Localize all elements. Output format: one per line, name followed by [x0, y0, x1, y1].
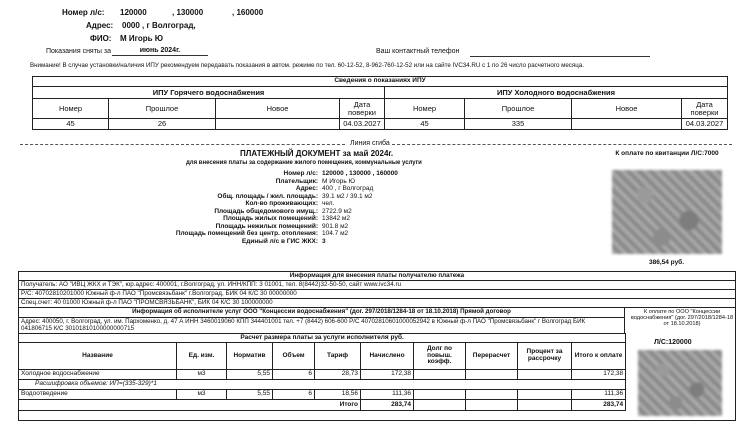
cell: 172,38: [361, 370, 414, 380]
recipient-title: Информация для внесения платы получателю платежа: [19, 272, 736, 281]
hot-number: 45: [33, 119, 109, 130]
address-value: 0000 , г Волгоград,: [122, 21, 196, 30]
field-value: 3: [322, 237, 326, 245]
executor-qr-code: [638, 350, 722, 416]
cell: [518, 390, 572, 400]
receipt-qr-code: [612, 170, 722, 254]
meters-table: [32, 76, 728, 130]
fio-value: М Игорь Ю: [120, 34, 164, 43]
executor-details: [19, 318, 625, 334]
hot-prev: 26: [109, 119, 216, 130]
executor-table: [18, 307, 625, 334]
account-value-3: , 160000: [232, 8, 264, 17]
cell: 172,38: [572, 370, 626, 380]
calc-col-norm: Норматив: [227, 343, 273, 370]
field-label: Номер л/с:: [283, 170, 318, 177]
field-value: 400 , г Волгоград: [322, 185, 374, 192]
cold-number: 45: [385, 119, 465, 130]
calc-col-charged: Начислено: [361, 343, 414, 370]
cut-line-left: [20, 144, 345, 145]
executor-line-2: 041806715 К/С 30101810100000000715: [21, 324, 135, 332]
field-label: Площадь общедомового имущ.:: [214, 207, 318, 215]
meters-title: Сведения о показаниях ИПУ: [33, 77, 728, 87]
cell: [466, 390, 518, 400]
calc-table: [18, 333, 626, 411]
fio-label: ФИО:: [90, 34, 112, 43]
executor-title: Информация об исполнителе услуг ООО "Концессии водоснабжения" (дог. 297/2018/1284-18 от 18.10.2018) Прямой договор: [19, 308, 625, 318]
calc-col-total: Итого к оплате: [572, 343, 626, 370]
recipient-table: [18, 271, 736, 308]
table-row: [19, 390, 626, 400]
cell: [518, 370, 572, 380]
cell: 111,36: [361, 390, 414, 400]
field-value: 120000 , 130000 , 160000: [322, 170, 398, 177]
phone-label: Ваш контактный телефон: [376, 48, 460, 55]
cold-col-number: Номер: [385, 99, 465, 119]
hot-new-input[interactable]: [216, 119, 340, 130]
field-label: Кол-во проживающих:: [245, 200, 318, 207]
cold-col-prev: Прошлое: [465, 99, 572, 119]
calc-col-debt: Долг по повыш. коэфф.: [414, 343, 466, 370]
notice-text: Внимание! В случае установки/наличия ИПУ рекомендуем передавать показания в автом. режиме по тел. 60-12-52, 8-962-760-12-52 или на сайте IVC34.RU с 1 по 26 число расчетного месяца.: [30, 62, 584, 69]
calc-col-percent: Процент за рассрочку: [518, 343, 572, 370]
cell: Водоотведение: [19, 390, 177, 400]
field-label: Единый л/с в ГИС ЖКХ:: [241, 237, 318, 245]
cell: 6: [273, 370, 315, 380]
hot-col-prev: Прошлое: [109, 99, 216, 119]
calc-breakdown: Расшифровка объемов: ИП=(335-329)*1: [19, 380, 626, 390]
field-value: М Игорь Ю: [322, 177, 356, 185]
cold-col-new: Новое: [572, 99, 682, 119]
calc-total-label: Итого: [19, 400, 361, 411]
field-value: 2722.9 м2: [322, 207, 352, 215]
cold-col-date: Дата поверки: [682, 99, 728, 119]
calc-title: Расчет размера платы за услуги исполнителя руб.: [19, 334, 626, 343]
cell: [466, 400, 518, 411]
field-value: 39.1 м2 / 39.1 м2: [322, 192, 373, 200]
calc-col-tariff: Тариф: [315, 343, 361, 370]
cold-water-title: ИПУ Холодного водоснабжения: [385, 87, 728, 99]
address-label: Адрес:: [86, 21, 114, 30]
cell: м3: [177, 370, 227, 380]
receipt-label: К оплате по квитанции Л/С:7000: [615, 150, 719, 157]
cell: м3: [177, 390, 227, 400]
recipient-row-1: Получатель: АО "ИВЦ ЖКХ и ТЭК", юр.адрес: 400001, г.Волгоград, ул. ИНН/КПП: 3 01001, тел. 8(8442)32-50-50, сайт www.ivc34.ru: [19, 281, 736, 290]
field-value: 901.8 м2: [322, 222, 349, 230]
field-value: 13842 м2: [322, 215, 350, 222]
cell: 18,56: [315, 390, 361, 400]
hot-col-new: Новое: [216, 99, 340, 119]
cold-date: 04.03.2027: [682, 119, 728, 130]
account-value-1: 120000: [120, 8, 147, 17]
field-label: Адрес:: [295, 185, 318, 192]
field-label: Площадь жилых помещений:: [223, 215, 318, 222]
recipient-row-3: Спец.счет: 40 01000 Южный ф-л ПАО "ПРОМСВЯЗЬБАНК", БИК 04 К/С 30 100000000: [19, 299, 736, 308]
cell: [414, 370, 466, 380]
calc-total-due: 283,74: [572, 400, 626, 411]
cell: [518, 400, 572, 411]
cell: [466, 370, 518, 380]
table-row: [19, 370, 626, 380]
cell: [414, 390, 466, 400]
calc-col-name: Название: [19, 343, 177, 370]
hot-water-title: ИПУ Горячего водоснабжения: [33, 87, 385, 99]
cell: 5,55: [227, 390, 273, 400]
calc-col-recalc: Перерасчет: [466, 343, 518, 370]
recipient-row-2: Р/С: 40702810201000 Южный ф-л ПАО "Промсвязьбанк" г.Волгоград, БИК 04 К/С 30 00000000: [19, 290, 736, 299]
field-label: Плательщик:: [275, 177, 318, 185]
executor-box-account: Л/С:120000: [654, 339, 692, 346]
field-label: Площадь помещений без центр. отопления:: [175, 230, 318, 237]
hot-col-number: Номер: [33, 99, 109, 119]
cut-line-right: [392, 144, 732, 145]
cell: [414, 400, 466, 411]
cell: Холодное водоснабжение: [19, 370, 177, 380]
receipt-amount: 386,54 руб.: [649, 259, 685, 266]
executor-box-label: К оплате по ООО "Концессии водоснабжения" (дог. 297/2018/1284-18 от 18.10.2018): [630, 309, 734, 328]
field-label: Общ. площадь / жил. площадь:: [217, 192, 318, 200]
document-subtitle: для внесения платы за содержание жилого помещения, коммунальные услуги: [186, 160, 422, 166]
cell: 111,36: [572, 390, 626, 400]
cold-new-input[interactable]: [572, 119, 682, 130]
cell: 5,55: [227, 370, 273, 380]
calc-total-charged: 283,74: [361, 400, 414, 411]
account-label: Номер л/с:: [62, 8, 105, 17]
field-value: чел.: [322, 200, 335, 207]
field-value: 104.7 м2: [322, 230, 349, 237]
hot-date: 04.03.2027: [340, 119, 385, 130]
cold-prev: 335: [465, 119, 572, 130]
document-title: ПЛАТЕЖНЫЙ ДОКУМЕНТ за май 2024г.: [240, 149, 394, 158]
phone-field[interactable]: [470, 56, 650, 57]
cut-line-label: Линия сгиба: [350, 140, 390, 147]
field-label: Площадь нежилых помещений:: [215, 222, 318, 230]
calc-col-unit: Ед. изм.: [177, 343, 227, 370]
executor-line-1: Адрес: 400050, г. Волгоград, ул. им. Пархоменко, д. 47 А ИНН 3460019060 КПП 344401001 тел. +7 (8442) 606-600 Р/С 40702810601000052942 в Южный ф-л ПАО "Промсвязьбанк" г Волгоград БИК: [21, 318, 586, 325]
account-value-2: , 130000: [172, 8, 204, 17]
calc-col-volume: Объем: [273, 343, 315, 370]
readings-label: Показания сняты за: [46, 48, 112, 55]
cell: 28,73: [315, 370, 361, 380]
cell: 6: [273, 390, 315, 400]
readings-period[interactable]: июнь 2024г.: [112, 47, 208, 56]
hot-col-date: Дата поверки: [340, 99, 385, 119]
